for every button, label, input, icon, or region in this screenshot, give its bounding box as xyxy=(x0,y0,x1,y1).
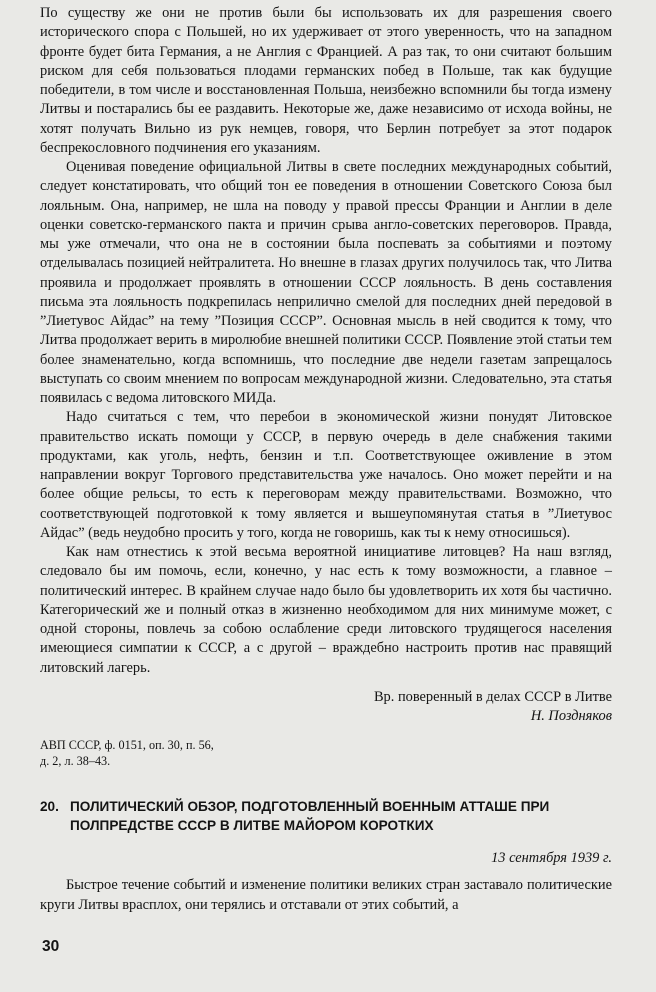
document-title-line-1: ПОЛИТИЧЕСКИЙ ОБЗОР, ПОДГОТОВЛЕННЫЙ ВОЕННЫМ АТТАШЕ ПРИ xyxy=(70,799,550,815)
signature-block xyxy=(40,688,612,727)
archive-reference xyxy=(40,738,612,769)
signature-name: Н. Поздняков xyxy=(530,708,612,724)
paragraph-2: Оценивая поведение официальной Литвы в свете последних международных событий, следует констатировать, что общий тон ее поведения в отношении Советского Союза был лояльным. Она, например, не шла на поводу у правой прессы Франции и Англии в деле оценки советско-германского пакта и причин срыва англо-советских переговоров. Правда, мы уже отмечали, что она не в состоянии была поспевать за событиями и поэтому отделывалась позицией нейтралитета. Но внешне в глазах других получилось так, что Литва проявила и продолжает проявлять в отношении СССР лояльность. В день составления письма эта лояльность подкрепилась неприлично смелой для последних дней передовой в ”Лиетувос Айдас” на тему ”Позиция СССР”. Основная мысль в ней сводится к тому, что Литва продолжает верить в миролюбие внешней политики СССР. Появление этой статьи тем более знаменательно, когда вспомнишь, что последние две недели газетам запрещалось выступать со своим мнением по вопросам международной жизни. Следовательно, эта статья появилась с ведома литовского МИДа. xyxy=(40,159,612,406)
archive-line-2: д. 2, л. 38–43. xyxy=(40,753,111,768)
paragraph-3: Надо считаться с тем, что перебои в экономической жизни понудят Литовское правительство искать помощи у СССР, в первую очередь в деле снабжения такими продуктами, как уголь, нефть, бензин и т.п. Соответствующее оживление в этом направлении вокруг Торгового представительства уже началось. Оно может перейти и на более общие рельсы, то есть к переговорам между правительствами. Возможно, что соответствующей подготовкой к тому является и вышеупомянутая статья в ”Лиетувос Айдас” (ведь неудобно просить у того, когда не говоришь, как ты к нему относишься). xyxy=(40,409,612,541)
document-date: 13 сентября 1939 г. xyxy=(491,850,612,867)
paragraph-4: Как нам отнестись к этой весьма вероятной инициативе литовцев? На наш взгляд, следовало бы им помочь, если, конечно, у нас есть к тому возможности, а главное – политический интерес. В крайнем случае надо было бы удовлетворить их хотя бы частично. Категорический же и полный отказ в жизненно необходимом для них минимуме может, с одной стороны, повлечь за собою ослабление среди литовского трудящегося населения имеющиеся симпатии к СССР, а с другой – враждебно настроить против нас правящий литовский лагерь. xyxy=(40,544,612,676)
paragraph-1: По существу же они не против были бы использовать их для разрешения своего исторического спора с Польшей, но их удерживает от этого уверенность, что на западном фронте будет бита Германия, а не Англия с Францией. А раз так, то они считают большим риском для себя пользоваться плодами германских побед в Польше, так как будущие победители, в том числе и восстановленная Польша, неизбежно вспомнили бы тогда измену Литвы и постарались бы ее раздавить. Некоторые же, даже независимо от исхода войны, не хотят получать Вильно из рук немцев, говоря, что Берлин потребует за этот подарок беспрекословного подчинения его указаниям. xyxy=(40,5,612,156)
signature-position: Вр. поверенный в делах СССР в Литве xyxy=(373,688,612,705)
document-heading xyxy=(40,797,612,835)
page-number: 30 xyxy=(42,938,60,955)
document-number: 20. xyxy=(40,799,59,815)
document-title-line-2: ПОЛПРЕДСТВЕ СССР В ЛИТВЕ МАЙОРОМ КОРОТКИХ xyxy=(70,818,434,834)
document-first-paragraph: Быстрое течение событий и изменение политики великих стран заставало политические круги Литвы врасплох, они терялись и отставали от этих событий, а xyxy=(40,877,612,913)
archive-line-1: АВП СССР, ф. 0151, оп. 30, п. 56, xyxy=(40,738,214,753)
